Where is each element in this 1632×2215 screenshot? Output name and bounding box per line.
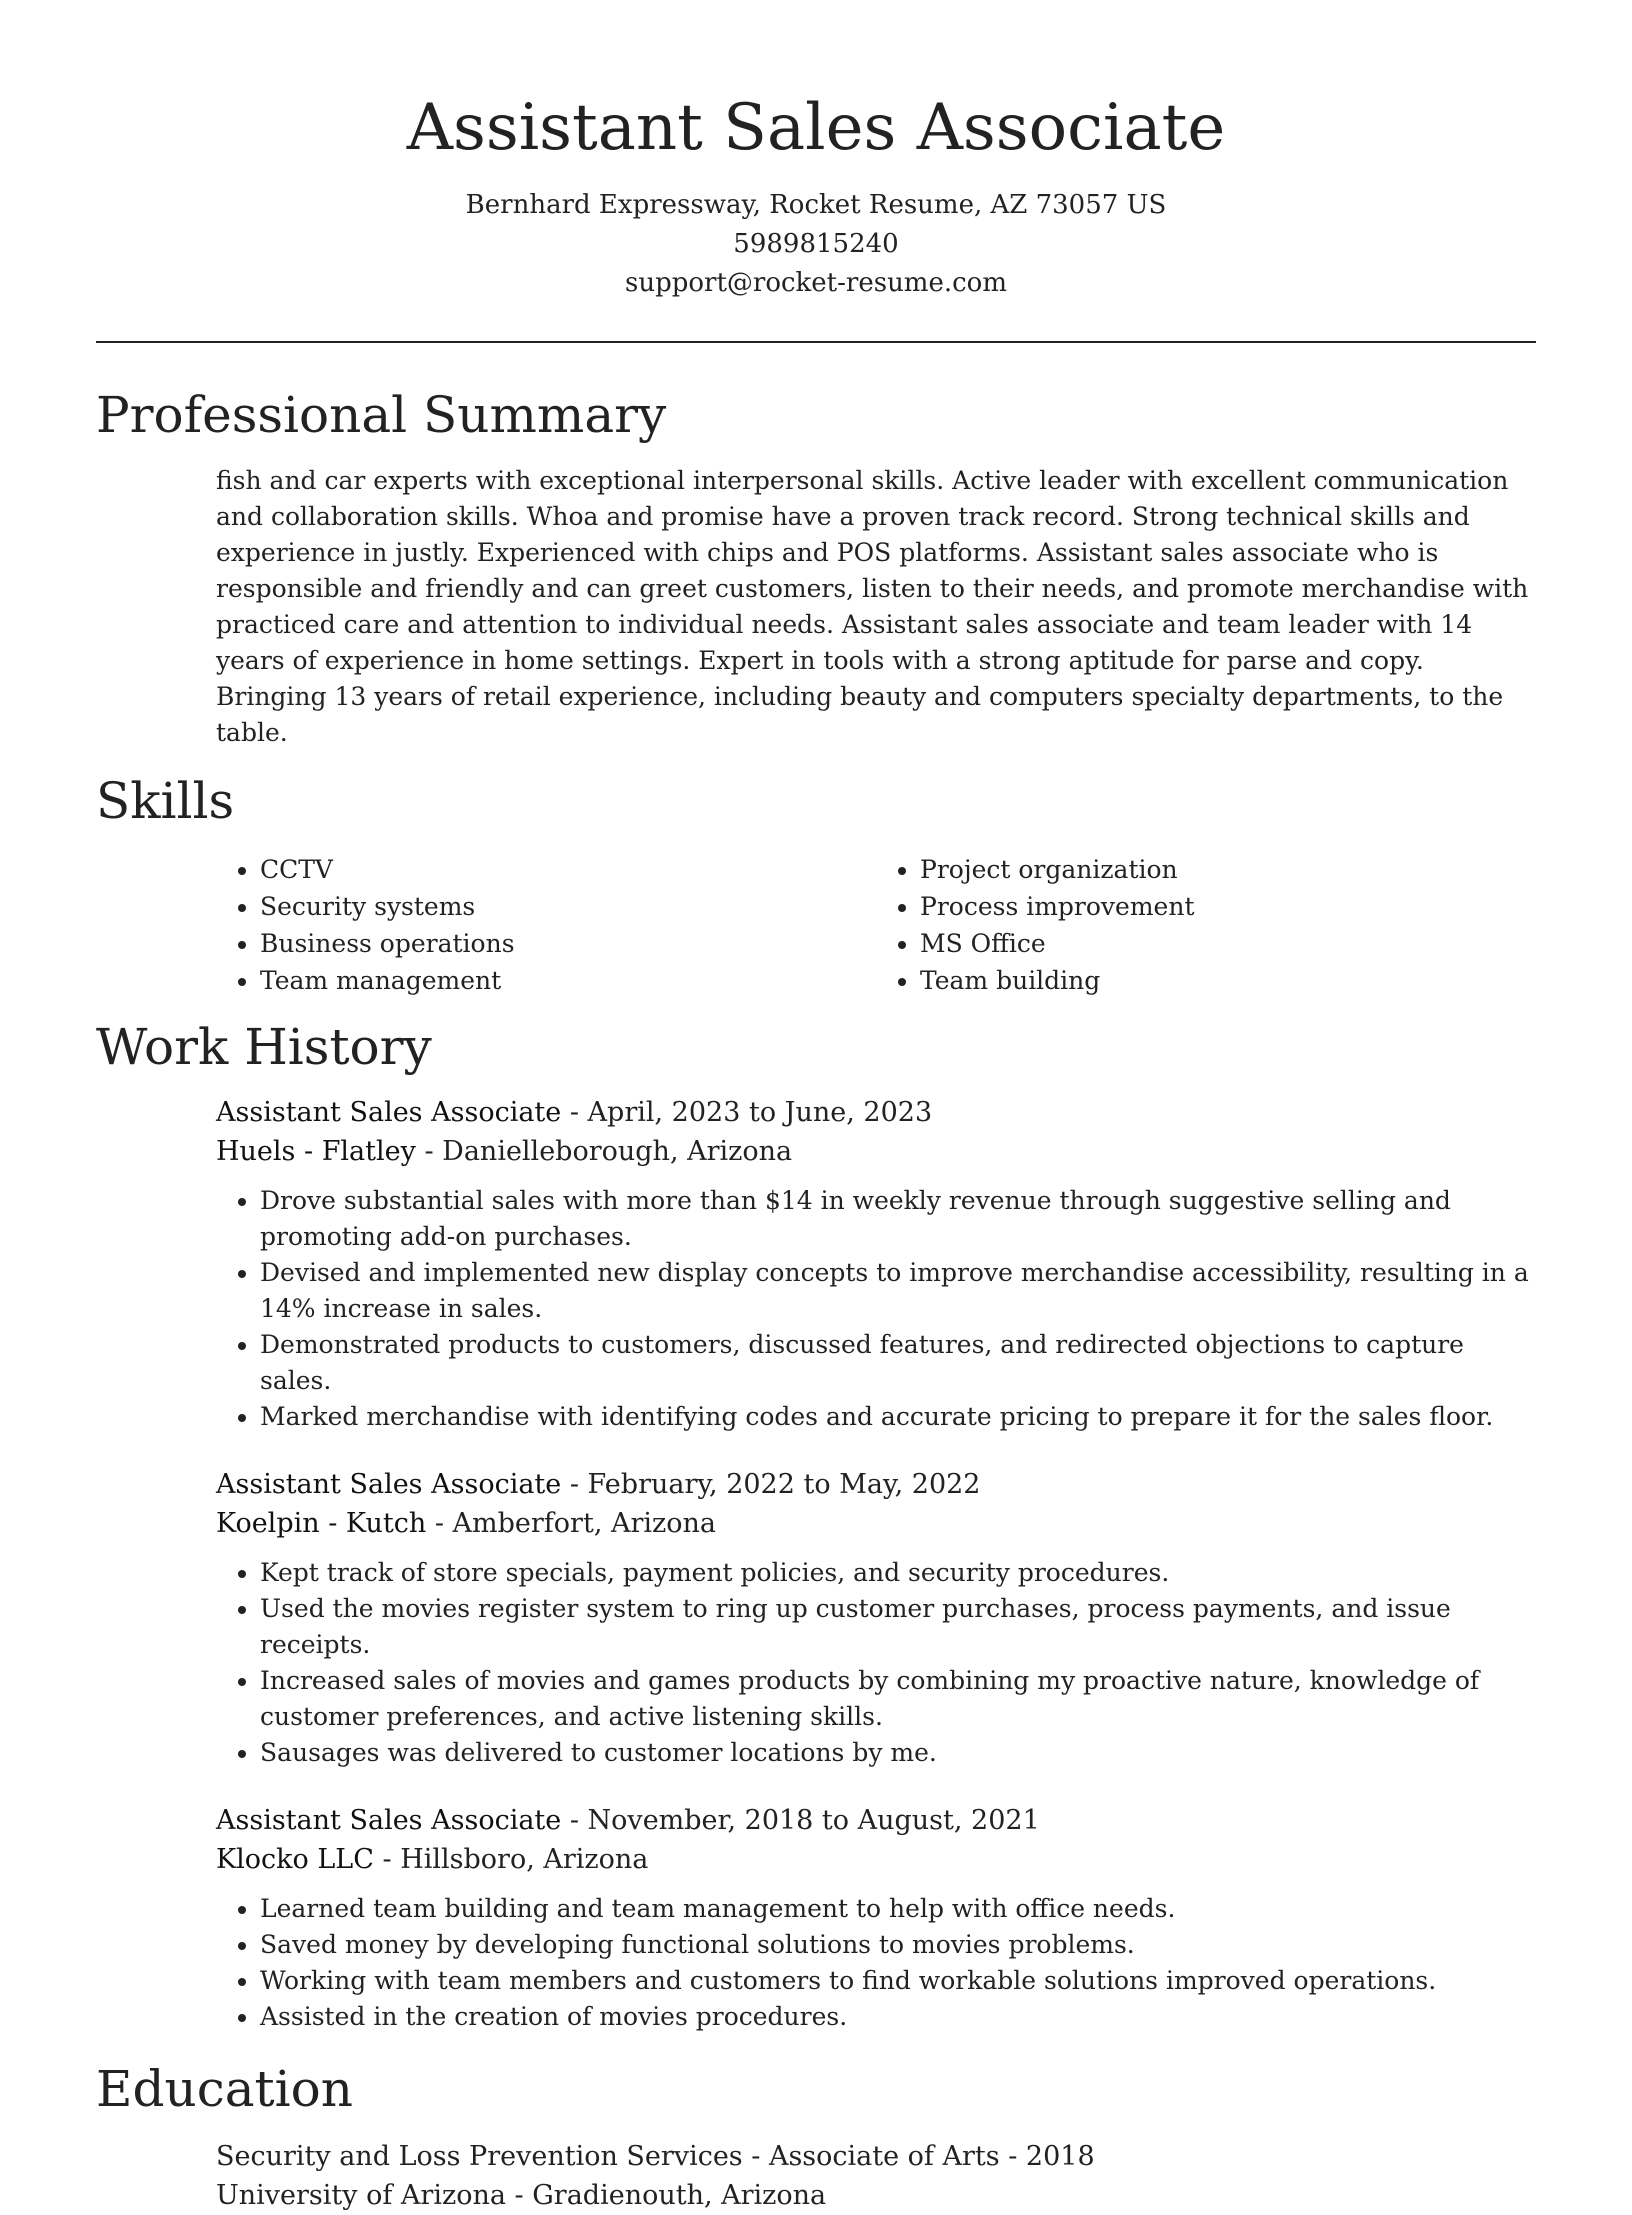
section-title-skills: Skills — [96, 772, 235, 830]
job-entry — [216, 1465, 1536, 1771]
resume-header — [96, 0, 1536, 343]
job-location: - Danielleborough, Arizona — [415, 1136, 793, 1167]
job-bullet: • Learned team building and team management to help with office needs. — [260, 1891, 1536, 1927]
education-entry — [216, 2137, 1536, 2215]
resume-page — [96, 0, 1536, 2215]
job-bullets — [216, 1183, 1536, 1435]
skill-item: • Project organization — [920, 851, 1536, 888]
job-company: Huels - Flatley — [216, 1136, 416, 1167]
job-bullet: • Drove substantial sales with more than $14 in weekly revenue through suggestive selling and promoting add-on purchases. — [260, 1183, 1536, 1255]
summary-text: fish and car experts with exceptional interpersonal skills. Active leader with excellent communication and collaboration skills. Whoa and promise have a proven track record. Strong technical skills and experience in justly. Experienced with chips and POS platforms. Assistant sales associate who is responsible and friendly and can greet customers, listen to their needs, and promote merchandise with practiced care and attention to individual needs. Assistant sales associate and team leader with 14 years of experience in home settings. Expert in tools with a strong aptitude for parse and copy. Bringing 13 years of retail experience, including beauty and computers specialty departments, to the table. — [216, 466, 1529, 747]
job-dates: - February, 2022 to May, 2022 — [561, 1469, 981, 1500]
job-title: Assistant Sales Associate — [216, 1097, 562, 1128]
candidate-name: Assistant Sales Associate — [406, 91, 1226, 165]
skill-item: • Security systems — [260, 888, 876, 925]
skill-item: • MS Office — [920, 925, 1536, 962]
job-bullet: • Assisted in the creation of movies procedures. — [260, 1999, 1536, 2035]
education-school: University of Arizona - Gradienouth, Arizona — [216, 2180, 827, 2211]
job-dates: - April, 2023 to June, 2023 — [561, 1097, 933, 1128]
job-heading — [216, 1801, 1536, 1840]
education-section — [96, 2059, 1536, 2215]
header-divider — [96, 341, 1536, 343]
job-company: Klocko LLC — [216, 1844, 374, 1875]
job-bullets — [216, 1555, 1536, 1771]
job-title: Assistant Sales Associate — [216, 1805, 562, 1836]
skill-item: • Process improvement — [920, 888, 1536, 925]
job-bullet: • Increased sales of movies and games products by combining my proactive nature, knowledge of customer preferences, and active listening skills. — [260, 1663, 1536, 1735]
job-bullets — [216, 1891, 1536, 2035]
skill-item: • Team building — [920, 962, 1536, 999]
job-bullet: • Demonstrated products to customers, discussed features, and redirected objections to capture sales. — [260, 1327, 1536, 1399]
job-bullet: • Saved money by developing functional solutions to movies problems. — [260, 1927, 1536, 1963]
skills-grid — [216, 851, 1536, 999]
job-bullet: • Sausages was delivered to customer locations by me. — [260, 1735, 1536, 1771]
skill-item: • Team management — [260, 962, 876, 999]
job-bullet: • Used the movies register system to ring up customer purchases, process payments, and issue receipts. — [260, 1591, 1536, 1663]
education-degree: Security and Loss Prevention Services - Associate of Arts - 2018 — [216, 2141, 1095, 2172]
job-heading — [216, 1465, 1536, 1504]
work-history-section — [96, 1017, 1536, 2035]
summary-section — [96, 385, 1536, 751]
job-heading — [216, 1093, 1536, 1132]
skills-section — [96, 771, 1536, 999]
job-entry — [216, 1093, 1536, 1435]
contact-phone: 5989815240 — [733, 229, 899, 259]
skill-item: • Business operations — [260, 925, 876, 962]
section-title-work-history: Work History — [96, 1018, 432, 1076]
contact-address: Bernhard Expressway, Rocket Resume, AZ 73057 US — [465, 190, 1167, 220]
job-bullet: • Working with team members and customers to find workable solutions improved operations. — [260, 1963, 1536, 1999]
skills-column-right — [876, 851, 1536, 999]
job-location: - Hillsboro, Arizona — [373, 1844, 649, 1875]
job-title: Assistant Sales Associate — [216, 1469, 562, 1500]
job-bullet: • Marked merchandise with identifying codes and accurate pricing to prepare it for the sales floor. — [260, 1399, 1536, 1435]
job-employer — [216, 1504, 1536, 1543]
job-dates: - November, 2018 to August, 2021 — [561, 1805, 1040, 1836]
skill-item: • CCTV — [260, 851, 876, 888]
job-bullet: • Devised and implemented new display concepts to improve merchandise accessibility, resulting in a 14% increase in sales. — [260, 1255, 1536, 1327]
job-company: Koelpin - Kutch — [216, 1508, 427, 1539]
contact-email: support@rocket-resume.com — [624, 268, 1007, 298]
job-employer — [216, 1132, 1536, 1171]
section-title-summary: Professional Summary — [96, 386, 667, 444]
job-location: - Amberfort, Arizona — [426, 1508, 716, 1539]
skills-column-left — [216, 851, 876, 999]
job-entry — [216, 1801, 1536, 2035]
job-bullet: • Kept track of store specials, payment policies, and security procedures. — [260, 1555, 1536, 1591]
section-title-education: Education — [96, 2060, 353, 2118]
job-employer — [216, 1840, 1536, 1879]
contact-info — [96, 186, 1536, 303]
